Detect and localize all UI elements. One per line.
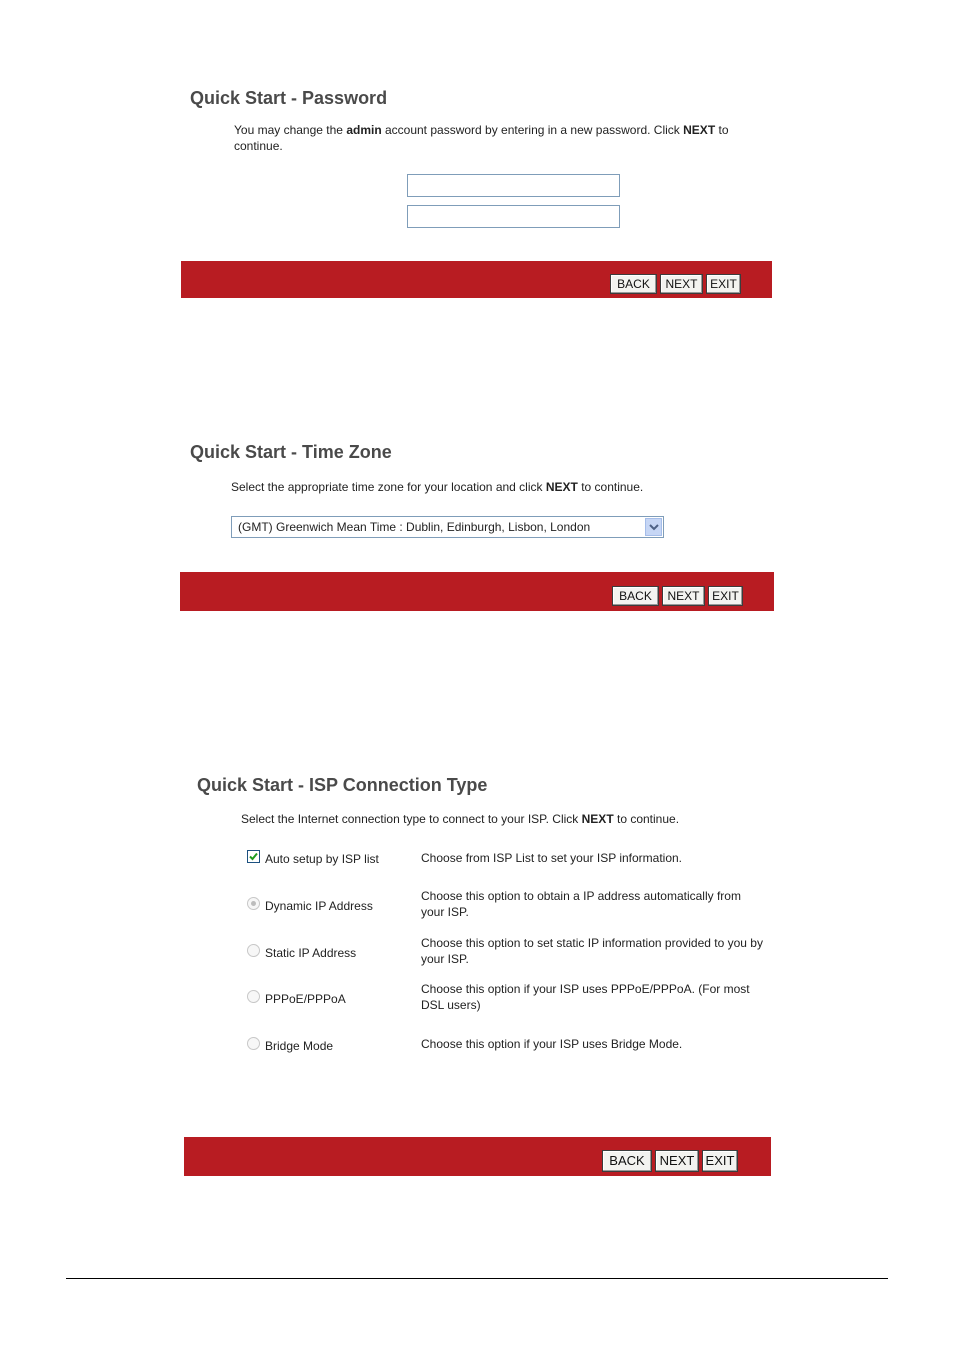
pppoe-desc: Choose this option if your ISP uses PPPoE/PPPoA. (For most DSL users) xyxy=(421,982,750,1012)
static-ip-label: Static IP Address xyxy=(265,946,357,960)
page-title: Quick Start - Password xyxy=(190,88,388,108)
bridge-mode-desc: Choose this option if your ISP uses Bridge Mode. xyxy=(421,1037,683,1051)
pppoe-label: PPPoE/PPPoA xyxy=(265,992,346,1006)
page-title: Quick Start - ISP Connection Type xyxy=(197,775,488,795)
auto-setup-desc: Choose from ISP List to set your ISP information. xyxy=(421,851,683,865)
timezone-selected-value: (GMT) Greenwich Mean Time : Dublin, Edinburgh, Lisbon, London xyxy=(238,520,591,534)
chevron-down-icon[interactable] xyxy=(645,518,662,536)
auto-setup-checkbox[interactable] xyxy=(247,850,260,863)
radio-selected-dot xyxy=(251,901,256,906)
confirm-password-input[interactable] xyxy=(407,205,620,228)
back-button[interactable]: BACK xyxy=(612,586,659,606)
static-ip-radio[interactable] xyxy=(247,944,260,957)
bridge-mode-radio[interactable] xyxy=(247,1037,260,1050)
next-button[interactable]: NEXT xyxy=(655,1150,699,1172)
auto-setup-label: Auto setup by ISP list xyxy=(265,852,379,866)
pppoe-radio[interactable] xyxy=(247,990,260,1003)
page-footer-rule xyxy=(66,1278,888,1279)
page-title: Quick Start - Time Zone xyxy=(190,442,392,462)
exit-button[interactable]: EXIT xyxy=(708,586,743,606)
exit-button[interactable]: EXIT xyxy=(706,274,741,294)
isp-description: Select the Internet connection type to connect to your ISP. Click NEXT to continue. xyxy=(241,812,680,826)
timezone-description: Select the appropriate time zone for your location and click NEXT to continue. xyxy=(231,480,644,494)
password-description: You may change the admin account password by entering in a new password. Click NEXT to continue. xyxy=(234,123,729,153)
checkmark-icon xyxy=(248,851,259,862)
dynamic-ip-desc: Choose this option to obtain a IP address automatically from your ISP. xyxy=(421,889,741,919)
next-button[interactable]: NEXT xyxy=(662,586,705,606)
exit-button[interactable]: EXIT xyxy=(702,1150,738,1172)
dynamic-ip-label: Dynamic IP Address xyxy=(265,899,373,913)
static-ip-desc: Choose this option to set static IP information provided to you by your ISP. xyxy=(421,936,763,966)
back-button[interactable]: BACK xyxy=(602,1150,652,1172)
dynamic-ip-radio[interactable] xyxy=(247,897,260,910)
next-button[interactable]: NEXT xyxy=(660,274,703,294)
new-password-input[interactable] xyxy=(407,174,620,197)
bridge-mode-label: Bridge Mode xyxy=(265,1039,334,1053)
back-button[interactable]: BACK xyxy=(610,274,657,294)
timezone-select[interactable] xyxy=(231,516,664,538)
